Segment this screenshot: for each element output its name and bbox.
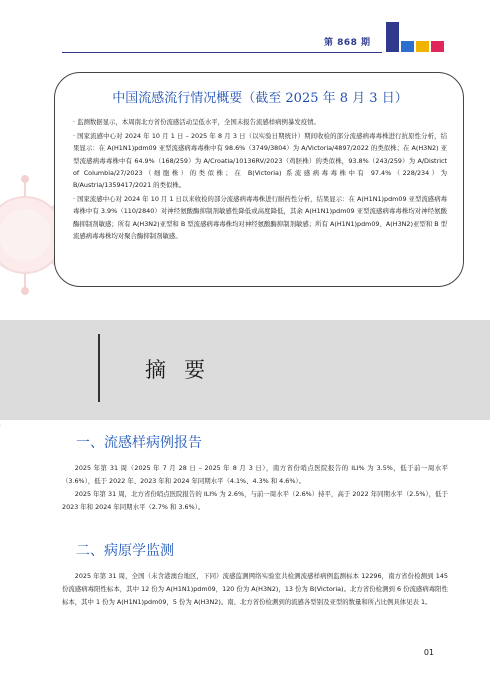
color-bar-navy bbox=[386, 22, 399, 52]
overview-paragraph: · 国家流感中心对 2024 年 10 月 1 日以来收检的部分流感病毒毒株进行耐药性分析，结果显示：在 A(H1N1)pdm09 亚型流感病毒毒株中有 3.9%（110/2840）对神经氨酸酶抑制剂敏感性降低或高度降低，其余 A(H1N1)pdm09 亚型流感病毒毒株均对神经氨酸酶抑制剂敏感；所有 A(H3N2)亚型和 B 型流感病毒毒株均对神经氨酸酶抑制剂敏感；所有 A(H1N1)pdm09、A(H3N2)亚型和 B 型流感病毒毒株均对聚合酶抑制剂敏感。 bbox=[73, 195, 447, 240]
page-number: 01 bbox=[423, 648, 434, 657]
color-bar-red bbox=[431, 41, 444, 52]
summary-title: 摘要 bbox=[145, 358, 223, 382]
summary-divider bbox=[98, 334, 100, 402]
body-paragraph: 2025 年第 31 周，全国（未含港澳台地区，下同）流感监测网络实验室共检测流感样病例监测标本 12296，南方省份检测到 145 份流感病毒阳性标本，其中 12 份为 A(H1N1)pdm09，120 份为 A(H3N2)，13 份为 B(Victoria)。北方省份检测到 6 份流感病毒阳性标本，其中 1 份为 A(H1N1)pdm09，5 份为 A(H3N2)。南、北方省份检测到的流感各型别及亚型的数量和所占比例具体见表 1。 bbox=[62, 572, 448, 606]
color-bar-yellow bbox=[416, 41, 429, 52]
section-body-etiology bbox=[62, 570, 448, 609]
issue-number: 第 868 期 bbox=[324, 38, 371, 48]
section-heading-ili-report: 一、流感样病例报告 bbox=[76, 435, 202, 451]
body-paragraph: 2025 年第 31 周，北方省份哨点医院报告的 ILI% 为 2.6%，与前一周水平（2.6%）持平，高于 2022 年同期水平（2.5%），低于 2023 年和 2024 年同期水平（2.7% 和 3.6%）。 bbox=[62, 490, 448, 511]
color-bars bbox=[386, 22, 444, 52]
overview-paragraph: · 国家流感中心对 2024 年 10 月 1 日 – 2025 年 8 月 3 日（以实验日期统计）期间收检的部分流感病毒毒株进行抗原性分析，结果显示：在 A(H1N1)pdm09 亚型流感病毒毒株中有 98.6%（3749/3804）为 A/Victoria/4897/2022 的类似株；在 A(H3N2) 亚型流感病毒毒株中有 64.9%（168/259）为 A/Croatia/10136RV/2023（鸡胚株）的类似株，93.8%（243/259）为 A/District of Columbia/27/2023（细胞株）的类似株；在 B(Victoria) 系流感病毒毒株中有 97.4%（228/234）为 B/Austria/1359417/2021 的类似株。 bbox=[73, 132, 447, 190]
section-heading-etiology: 二、病原学监测 bbox=[76, 543, 174, 559]
body-paragraph: 2025 年第 31 周（2025 年 7 月 28 日 – 2025 年 8 月 3 日），南方省份哨点医院报告的 ILI% 为 3.5%，低于前一周水平（3.6%），低于 2022 年、2023 年和 2024 年同期水平（4.1%、4.3% 和 4.6%）。 bbox=[62, 464, 448, 485]
summary-band bbox=[0, 320, 490, 420]
issue-header bbox=[0, 28, 490, 58]
overview-box bbox=[54, 72, 464, 287]
overview-paragraph: · 监测数据显示，本周南北方省份流感活动呈低水平，全国未报告流感样病例暴发疫情。 bbox=[73, 118, 320, 126]
color-bar-blue bbox=[401, 41, 414, 52]
section-body-ili-report bbox=[62, 462, 448, 514]
overview-title: 中国流感流行情况概要（截至 2025 年 8 月 3 日） bbox=[112, 91, 408, 106]
header-rule bbox=[62, 52, 382, 53]
